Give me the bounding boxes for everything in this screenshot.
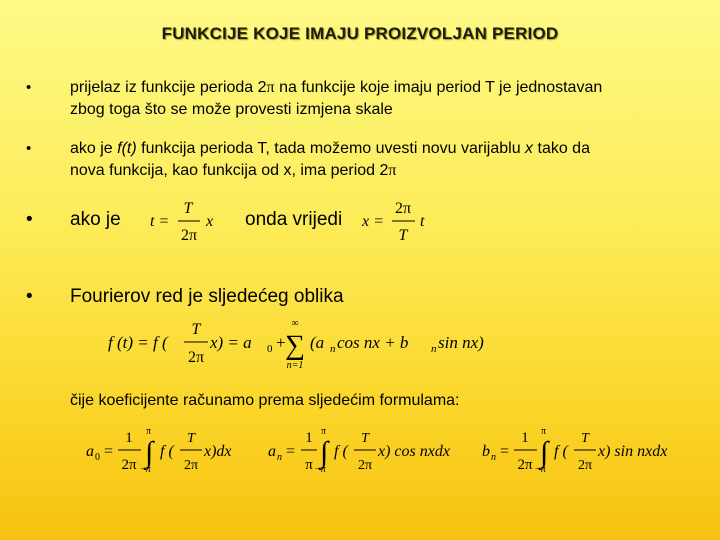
series-cos: cos nx + b: [337, 333, 409, 352]
an-tden: 2π: [357, 458, 373, 473]
t-eq-var: x: [206, 213, 214, 230]
x-eq-var: t: [420, 213, 425, 230]
bn-den: 2π: [517, 457, 533, 473]
slide-title: FUNKCIJE KOJE IMAJU PROIZVOLJAN PERIOD: [161, 24, 559, 43]
bn-upper: π: [541, 426, 547, 437]
bn-tnum: T: [581, 431, 589, 446]
bullet-1-line2: zbog toga što se može provesti izmjena skale: [70, 101, 393, 118]
series-mid: x) = a: [210, 333, 252, 352]
a0-den: 2π: [121, 457, 137, 473]
x-eq-num: 2π: [394, 200, 412, 217]
an-rest: x) cos nxdx: [378, 443, 450, 460]
t-eq-den: 2π: [180, 227, 198, 244]
series-sub-n: n: [330, 343, 336, 355]
an-eq: =: [286, 443, 296, 460]
integral-symbol: ∫: [145, 436, 154, 469]
sum-upper-limit: ∞: [291, 318, 299, 329]
a0-lhs: a: [86, 443, 94, 460]
bullet-dot: •: [26, 209, 33, 230]
bullet-1-after: na funkcije koje imaju period T je jednostavan: [274, 79, 603, 96]
sum-symbol: ∑: [285, 330, 305, 361]
series-lhs: f (t) = f (: [108, 333, 168, 352]
formula-fourier-series: [106, 316, 484, 372]
bullet-dot: •: [26, 140, 32, 157]
an-lower: −π: [315, 464, 326, 475]
an-den: π: [305, 457, 313, 473]
sum-lower-limit: n=1: [286, 360, 304, 371]
coefficients-text: čije koeficijente računamo prema sljedećim formulama:: [70, 392, 460, 409]
bn-tden: 2π: [577, 458, 593, 473]
pi-symbol: π: [266, 79, 275, 96]
bullet-4-text: Fourierov red je sljedećeg oblika: [70, 286, 344, 307]
bullet-1-before: prijelaz iz funkcije perioda 2: [70, 79, 267, 96]
bullet-2-x: x: [525, 140, 534, 157]
series-sin: sin nx): [438, 333, 484, 352]
formula-t-eq: [148, 195, 222, 247]
bullet-3-onda: onda vrijedi: [245, 209, 343, 230]
a0-f: f (: [160, 443, 174, 460]
a0-rest: x)dx: [204, 443, 232, 460]
a0-tnum: T: [187, 431, 195, 446]
series-plus: +: [276, 333, 286, 352]
bn-lower: −π: [535, 464, 546, 475]
x-eq-lhs: x =: [362, 213, 384, 230]
series-sub-0: 0: [267, 343, 273, 355]
bullet-3-ako-je: ako je: [70, 209, 121, 230]
bullet-2-before: ako je: [70, 140, 118, 157]
integral-symbol: ∫: [320, 436, 329, 469]
t-eq-lhs: t =: [150, 213, 170, 230]
an-tnum: T: [361, 431, 369, 446]
an-upper: π: [321, 426, 327, 437]
formula-a0: [84, 422, 244, 480]
bn-f: f (: [554, 443, 568, 460]
a0-eq: =: [104, 443, 114, 460]
bullet-2-mid: funkcija perioda T, tada možemo uvesti novu varijablu: [136, 140, 526, 157]
series-body: (a: [310, 333, 325, 352]
t-eq-num: T: [183, 200, 193, 217]
series-num: T: [191, 321, 201, 338]
bullet-2-line2: nova funkcija, kao funkcija od x, ima period 2: [70, 162, 389, 179]
bn-num: 1: [521, 430, 529, 446]
bullet-dot: •: [26, 79, 32, 96]
bn-rest: x) sin nxdx: [598, 443, 668, 460]
a0-sub: 0: [95, 452, 100, 463]
a0-num: 1: [125, 430, 133, 446]
bn-eq: =: [500, 443, 510, 460]
bn-sub: n: [491, 452, 496, 463]
an-f: f (: [334, 443, 348, 460]
bullet-2-after: tako da: [533, 140, 590, 157]
a0-upper: π: [146, 426, 152, 437]
an-lhs: a: [268, 443, 276, 460]
x-eq-den: T: [398, 227, 408, 244]
series-sub-n: n: [431, 343, 437, 355]
bullet-1-text: [70, 77, 602, 121]
an-num: 1: [305, 430, 313, 446]
bullet-dot: •: [26, 286, 33, 307]
a0-lower: −π: [140, 464, 151, 475]
formula-x-eq: [360, 195, 434, 247]
integral-symbol: ∫: [540, 436, 549, 469]
an-sub: n: [277, 452, 282, 463]
series-den: 2π: [187, 349, 205, 366]
pi-symbol: π: [388, 162, 397, 179]
bullet-2-text: [70, 138, 590, 182]
formula-an: [266, 422, 456, 480]
a0-tden: 2π: [183, 458, 199, 473]
bullet-2-ft: f(t): [117, 140, 137, 157]
formula-bn: [480, 422, 680, 480]
bn-lhs: b: [482, 443, 490, 460]
